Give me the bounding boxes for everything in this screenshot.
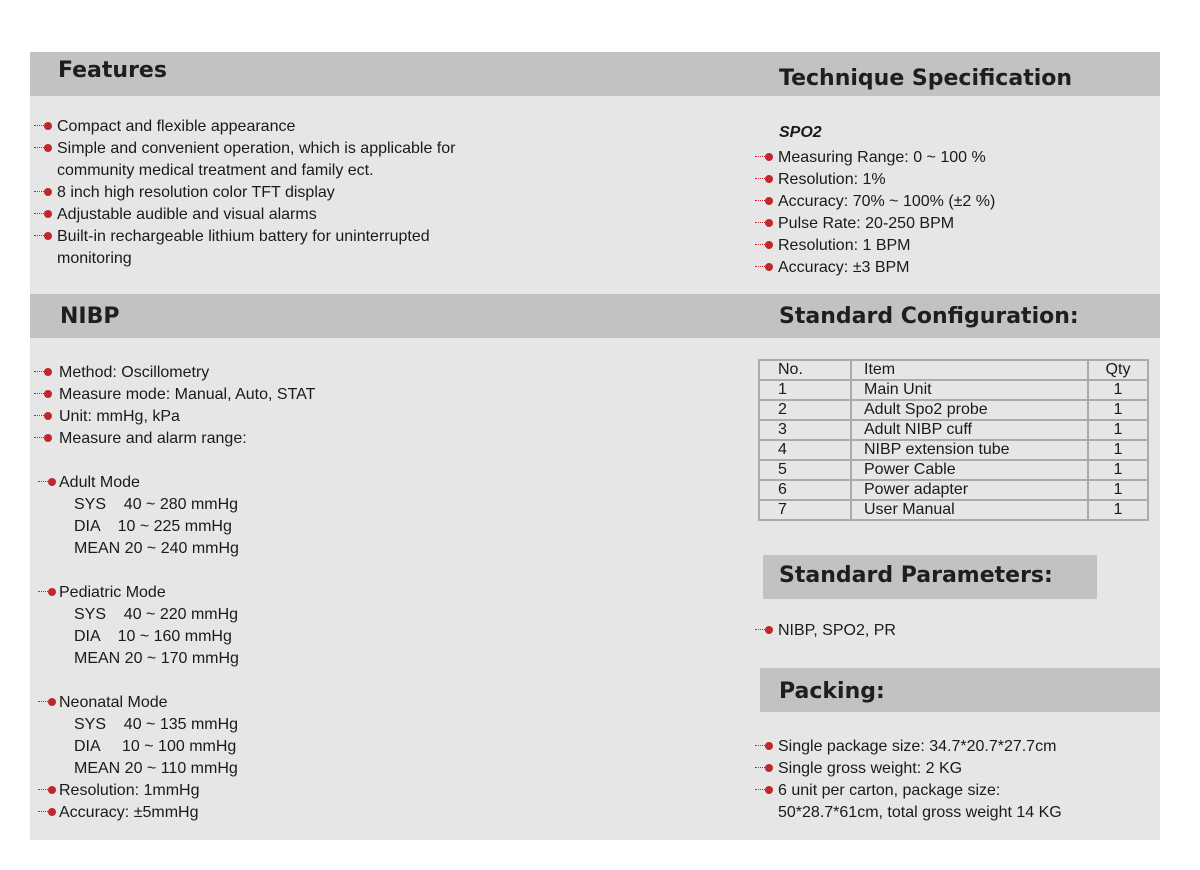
- bullet-icon: [755, 625, 775, 635]
- table-header-cell: Item: [851, 360, 1088, 380]
- bullet-icon: [38, 477, 58, 487]
- parameters-title: Standard Parameters:: [779, 563, 1053, 588]
- features-item: Compact and flexible appearance: [57, 118, 296, 135]
- bullet-icon: [38, 697, 58, 707]
- table-row: [759, 480, 1148, 500]
- table-cell: 4: [759, 440, 851, 460]
- bullet-icon: [34, 143, 54, 153]
- bullet-icon: [755, 152, 775, 162]
- spo2-subtitle: SPO2: [779, 124, 822, 141]
- bullet-icon: [755, 785, 775, 795]
- packing-item-continued: 50*28.7*61cm, total gross weight 14 KG: [778, 804, 1062, 821]
- table-cell: 1: [1088, 440, 1148, 460]
- spo2-item: Accuracy: ±3 BPM: [778, 259, 910, 276]
- table-cell: 1: [1088, 460, 1148, 480]
- bullet-icon: [755, 196, 775, 206]
- bullet-icon: [34, 367, 54, 377]
- table-row: [759, 460, 1148, 480]
- neonatal-mode-label: Neonatal Mode: [59, 694, 168, 711]
- table-cell: 1: [1088, 420, 1148, 440]
- config-table: [758, 359, 1149, 521]
- table-cell: 1: [1088, 480, 1148, 500]
- bullet-icon: [34, 209, 54, 219]
- features-item: Simple and convenient operation, which is applicable for: [57, 140, 456, 157]
- neonatal-dia: DIA 10 ~ 100 mmHg: [74, 738, 237, 755]
- pediatric-mean: MEAN 20 ~ 170 mmHg: [74, 650, 239, 667]
- adult-mode-label: Adult Mode: [59, 474, 140, 491]
- table-cell: 7: [759, 500, 851, 520]
- table-cell: Adult Spo2 probe: [851, 400, 1088, 420]
- table-cell: 3: [759, 420, 851, 440]
- bullet-icon: [755, 262, 775, 272]
- spo2-item: Resolution: 1 BPM: [778, 237, 911, 254]
- nibp-item: Unit: mmHg, kPa: [59, 408, 180, 425]
- table-row: [759, 420, 1148, 440]
- table-cell: Adult NIBP cuff: [851, 420, 1088, 440]
- neonatal-sys: SYS 40 ~ 135 mmHg: [74, 716, 239, 733]
- table-row: [759, 500, 1148, 520]
- bullet-icon: [34, 231, 54, 241]
- bullet-icon: [34, 187, 54, 197]
- bullet-icon: [34, 389, 54, 399]
- table-cell: 2: [759, 400, 851, 420]
- nibp-item: Method: Oscillometry: [59, 364, 210, 381]
- technique-title: Technique Specification: [779, 66, 1073, 91]
- table-header-cell: Qty: [1088, 360, 1148, 380]
- features-item: Built-in rechargeable lithium battery for uninterrupted: [57, 228, 430, 245]
- pediatric-sys: SYS 40 ~ 220 mmHg: [74, 606, 239, 623]
- nibp-title: NIBP: [60, 304, 120, 329]
- features-item: Adjustable audible and visual alarms: [57, 206, 317, 223]
- table-cell: 5: [759, 460, 851, 480]
- table-cell: Power Cable: [851, 460, 1088, 480]
- bullet-icon: [38, 807, 58, 817]
- bullet-icon: [34, 121, 54, 131]
- nibp-accuracy: Accuracy: ±5mmHg: [59, 804, 199, 821]
- nibp-item: Measure mode: Manual, Auto, STAT: [59, 386, 316, 403]
- features-item: 8 inch high resolution color TFT display: [57, 184, 335, 201]
- features-item-continued: community medical treatment and family ect.: [57, 162, 374, 179]
- bullet-icon: [755, 741, 775, 751]
- adult-dia: DIA 10 ~ 225 mmHg: [74, 518, 232, 535]
- nibp-resolution: Resolution: 1mmHg: [59, 782, 200, 799]
- table-row: [759, 380, 1148, 400]
- table-cell: 1: [1088, 380, 1148, 400]
- bullet-icon: [34, 411, 54, 421]
- parameters-value: NIBP, SPO2, PR: [778, 622, 896, 639]
- table-cell: 1: [1088, 500, 1148, 520]
- bullet-icon: [38, 785, 58, 795]
- features-item-continued: monitoring: [57, 250, 132, 267]
- pediatric-mode-label: Pediatric Mode: [59, 584, 166, 601]
- table-cell: Power adapter: [851, 480, 1088, 500]
- bullet-icon: [34, 433, 54, 443]
- table-cell: Main Unit: [851, 380, 1088, 400]
- nibp-item: Measure and alarm range:: [59, 430, 247, 447]
- packing-item: Single package size: 34.7*20.7*27.7cm: [778, 738, 1057, 755]
- adult-sys: SYS 40 ~ 280 mmHg: [74, 496, 239, 513]
- pediatric-dia: DIA 10 ~ 160 mmHg: [74, 628, 232, 645]
- bullet-icon: [38, 587, 58, 597]
- table-row: [759, 440, 1148, 460]
- neonatal-mean: MEAN 20 ~ 110 mmHg: [74, 760, 238, 777]
- table-cell: User Manual: [851, 500, 1088, 520]
- packing-item: 6 unit per carton, package size:: [778, 782, 1001, 799]
- bullet-icon: [755, 240, 775, 250]
- table-header-row: [759, 360, 1148, 380]
- table-row: [759, 400, 1148, 420]
- nibp-header-bar: [30, 294, 760, 338]
- table-cell: NIBP extension tube: [851, 440, 1088, 460]
- table-cell: 1: [1088, 400, 1148, 420]
- table-header-cell: No.: [759, 360, 851, 380]
- adult-mean: MEAN 20 ~ 240 mmHg: [74, 540, 239, 557]
- spo2-item: Pulse Rate: 20-250 BPM: [778, 215, 955, 232]
- spo2-item: Resolution: 1%: [778, 171, 886, 188]
- bullet-icon: [755, 174, 775, 184]
- spo2-item: Measuring Range: 0 ~ 100 %: [778, 149, 986, 166]
- table-cell: 1: [759, 380, 851, 400]
- table-cell: 6: [759, 480, 851, 500]
- packing-title: Packing:: [779, 679, 885, 704]
- features-title: Features: [58, 58, 167, 83]
- config-title: Standard Configuration:: [779, 304, 1079, 329]
- packing-item: Single gross weight: 2 KG: [778, 760, 963, 777]
- bullet-icon: [755, 218, 775, 228]
- bullet-icon: [755, 763, 775, 773]
- spo2-item: Accuracy: 70% ~ 100% (±2 %): [778, 193, 996, 210]
